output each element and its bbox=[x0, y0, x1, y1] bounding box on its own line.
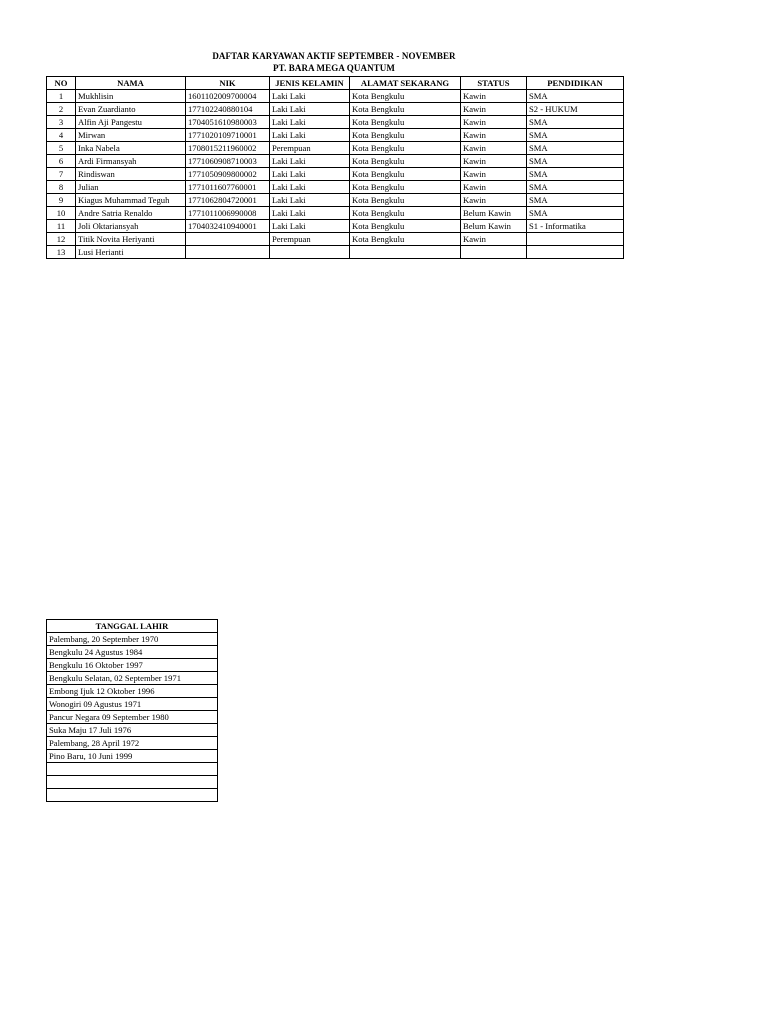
table-row bbox=[47, 90, 624, 103]
cell-jenis-kelamin: Laki Laki bbox=[270, 90, 350, 103]
cell-alamat: Kota Bengkulu bbox=[350, 194, 461, 207]
cell-no: 5 bbox=[47, 142, 76, 155]
column-header-nik: NIK bbox=[186, 77, 270, 90]
column-header-status: STATUS bbox=[461, 77, 527, 90]
cell-status: Belum Kawin bbox=[461, 207, 527, 220]
table-row bbox=[47, 233, 624, 246]
table-row bbox=[47, 142, 624, 155]
table-row bbox=[47, 155, 624, 168]
cell-jenis-kelamin: Laki Laki bbox=[270, 103, 350, 116]
cell-alamat: Kota Bengkulu bbox=[350, 155, 461, 168]
cell-jenis-kelamin: Laki Laki bbox=[270, 194, 350, 207]
cell-pendidikan: SMA bbox=[527, 181, 624, 194]
cell-no: 12 bbox=[47, 233, 76, 246]
cell-tanggal-lahir bbox=[47, 763, 218, 776]
cell-nik: 1601102009700004 bbox=[186, 90, 270, 103]
cell-nama: Joli Oktariansyah bbox=[76, 220, 186, 233]
cell-nik: 1771020109710001 bbox=[186, 129, 270, 142]
table-row bbox=[47, 737, 218, 750]
cell-no: 10 bbox=[47, 207, 76, 220]
table-row bbox=[47, 711, 218, 724]
cell-tanggal-lahir: Suka Maju 17 Juli 1976 bbox=[47, 724, 218, 737]
cell-jenis-kelamin: Laki Laki bbox=[270, 220, 350, 233]
table-row bbox=[47, 763, 218, 776]
cell-tanggal-lahir: Bengkulu 16 Oktober 1997 bbox=[47, 659, 218, 672]
table-row bbox=[47, 789, 218, 802]
cell-alamat bbox=[350, 246, 461, 259]
table-row bbox=[47, 168, 624, 181]
cell-tanggal-lahir: Palembang, 28 April 1972 bbox=[47, 737, 218, 750]
table-row bbox=[47, 220, 624, 233]
cell-nama: Kiagus Muhammad Teguh bbox=[76, 194, 186, 207]
cell-nik: 1771011607760001 bbox=[186, 181, 270, 194]
table-header-row bbox=[47, 620, 218, 633]
cell-pendidikan: SMA bbox=[527, 90, 624, 103]
cell-tanggal-lahir bbox=[47, 776, 218, 789]
cell-status bbox=[461, 246, 527, 259]
cell-alamat: Kota Bengkulu bbox=[350, 207, 461, 220]
cell-tanggal-lahir: Embong Ijuk 12 Oktober 1996 bbox=[47, 685, 218, 698]
cell-pendidikan: S2 - HUKUM bbox=[527, 103, 624, 116]
table-row bbox=[47, 207, 624, 220]
table-row bbox=[47, 750, 218, 763]
cell-status: Belum Kawin bbox=[461, 220, 527, 233]
cell-no: 1 bbox=[47, 90, 76, 103]
cell-alamat: Kota Bengkulu bbox=[350, 220, 461, 233]
table-header-row bbox=[47, 77, 624, 90]
cell-nik: 1771050909800002 bbox=[186, 168, 270, 181]
cell-no: 3 bbox=[47, 116, 76, 129]
cell-nama: Rindiswan bbox=[76, 168, 186, 181]
table-row bbox=[47, 633, 218, 646]
cell-nama: Mirwan bbox=[76, 129, 186, 142]
cell-nama: Titik Novita Heriyanti bbox=[76, 233, 186, 246]
cell-status: Kawin bbox=[461, 155, 527, 168]
cell-pendidikan: SMA bbox=[527, 155, 624, 168]
column-header-alamat: ALAMAT SEKARANG bbox=[350, 77, 461, 90]
cell-nik: 1704051610980003 bbox=[186, 116, 270, 129]
cell-nama: Ardi Firmansyah bbox=[76, 155, 186, 168]
cell-jenis-kelamin bbox=[270, 246, 350, 259]
cell-pendidikan: SMA bbox=[527, 168, 624, 181]
cell-status: Kawin bbox=[461, 181, 527, 194]
cell-no: 9 bbox=[47, 194, 76, 207]
cell-nama: Evan Zuardianto bbox=[76, 103, 186, 116]
cell-pendidikan: SMA bbox=[527, 194, 624, 207]
column-header-nama: NAMA bbox=[76, 77, 186, 90]
cell-jenis-kelamin: Laki Laki bbox=[270, 116, 350, 129]
cell-tanggal-lahir: Pino Baru, 10 Juni 1999 bbox=[47, 750, 218, 763]
cell-nik: 1708015211960002 bbox=[186, 142, 270, 155]
cell-nik: 1771060908710003 bbox=[186, 155, 270, 168]
cell-nik: 1771011006990008 bbox=[186, 207, 270, 220]
cell-no: 2 bbox=[47, 103, 76, 116]
cell-status: Kawin bbox=[461, 103, 527, 116]
cell-no: 13 bbox=[47, 246, 76, 259]
cell-alamat: Kota Bengkulu bbox=[350, 181, 461, 194]
cell-nik bbox=[186, 233, 270, 246]
cell-tanggal-lahir: Pancur Negara 09 September 1980 bbox=[47, 711, 218, 724]
cell-jenis-kelamin: Laki Laki bbox=[270, 129, 350, 142]
cell-no: 4 bbox=[47, 129, 76, 142]
table-row bbox=[47, 129, 624, 142]
cell-status: Kawin bbox=[461, 168, 527, 181]
cell-jenis-kelamin: Laki Laki bbox=[270, 181, 350, 194]
cell-alamat: Kota Bengkulu bbox=[350, 90, 461, 103]
cell-tanggal-lahir: Bengkulu Selatan, 02 September 1971 bbox=[47, 672, 218, 685]
cell-jenis-kelamin: Perempuan bbox=[270, 233, 350, 246]
cell-no: 6 bbox=[47, 155, 76, 168]
document-title: DAFTAR KARYAWAN AKTIF SEPTEMBER - NOVEMBER bbox=[212, 51, 456, 61]
cell-pendidikan: SMA bbox=[527, 116, 624, 129]
cell-status: Kawin bbox=[461, 116, 527, 129]
employee-table bbox=[46, 76, 624, 259]
cell-tanggal-lahir: Wonogiri 09 Agustus 1971 bbox=[47, 698, 218, 711]
table-row bbox=[47, 685, 218, 698]
cell-nama: Alfin Aji Pangestu bbox=[76, 116, 186, 129]
cell-alamat: Kota Bengkulu bbox=[350, 116, 461, 129]
cell-alamat: Kota Bengkulu bbox=[350, 142, 461, 155]
cell-nama: Andre Satria Renaldo bbox=[76, 207, 186, 220]
table-row bbox=[47, 724, 218, 737]
cell-nama: Mukhlisin bbox=[76, 90, 186, 103]
cell-no: 11 bbox=[47, 220, 76, 233]
cell-alamat: Kota Bengkulu bbox=[350, 103, 461, 116]
table-row bbox=[47, 646, 218, 659]
table-row bbox=[47, 776, 218, 789]
cell-nama: Inka Nabela bbox=[76, 142, 186, 155]
table-row bbox=[47, 194, 624, 207]
cell-pendidikan: SMA bbox=[527, 129, 624, 142]
cell-nik: 177102240880104 bbox=[186, 103, 270, 116]
cell-pendidikan bbox=[527, 246, 624, 259]
cell-jenis-kelamin: Laki Laki bbox=[270, 155, 350, 168]
table-row bbox=[47, 103, 624, 116]
cell-pendidikan: SMA bbox=[527, 142, 624, 155]
cell-jenis-kelamin: Laki Laki bbox=[270, 207, 350, 220]
cell-status: Kawin bbox=[461, 142, 527, 155]
table-row bbox=[47, 181, 624, 194]
cell-tanggal-lahir: Palembang, 20 September 1970 bbox=[47, 633, 218, 646]
cell-alamat: Kota Bengkulu bbox=[350, 233, 461, 246]
cell-status: Kawin bbox=[461, 233, 527, 246]
cell-jenis-kelamin: Laki Laki bbox=[270, 168, 350, 181]
table-row bbox=[47, 672, 218, 685]
cell-status: Kawin bbox=[461, 90, 527, 103]
column-header-jenis-kelamin: JENIS KELAMIN bbox=[270, 77, 350, 90]
cell-alamat: Kota Bengkulu bbox=[350, 168, 461, 181]
column-header-tanggal-lahir: TANGGAL LAHIR bbox=[47, 620, 218, 633]
table-row bbox=[47, 659, 218, 672]
cell-status: Kawin bbox=[461, 129, 527, 142]
cell-status: Kawin bbox=[461, 194, 527, 207]
cell-jenis-kelamin: Perempuan bbox=[270, 142, 350, 155]
cell-nama: Lusi Herianti bbox=[76, 246, 186, 259]
table-row bbox=[47, 116, 624, 129]
cell-nik bbox=[186, 246, 270, 259]
company-name: PT. BARA MEGA QUANTUM bbox=[273, 63, 395, 73]
cell-tanggal-lahir bbox=[47, 789, 218, 802]
cell-pendidikan bbox=[527, 233, 624, 246]
cell-tanggal-lahir: Bengkulu 24 Agustus 1984 bbox=[47, 646, 218, 659]
cell-no: 8 bbox=[47, 181, 76, 194]
column-header-pendidikan: PENDIDIKAN bbox=[527, 77, 624, 90]
cell-pendidikan: S1 - Informatika bbox=[527, 220, 624, 233]
table-row bbox=[47, 698, 218, 711]
cell-alamat: Kota Bengkulu bbox=[350, 129, 461, 142]
cell-pendidikan: SMA bbox=[527, 207, 624, 220]
cell-nama: Julian bbox=[76, 181, 186, 194]
table-row bbox=[47, 246, 624, 259]
birth-date-table bbox=[46, 619, 218, 802]
cell-nik: 1771062804720001 bbox=[186, 194, 270, 207]
cell-nik: 1704032410940001 bbox=[186, 220, 270, 233]
column-header-no: NO bbox=[47, 77, 76, 90]
cell-no: 7 bbox=[47, 168, 76, 181]
